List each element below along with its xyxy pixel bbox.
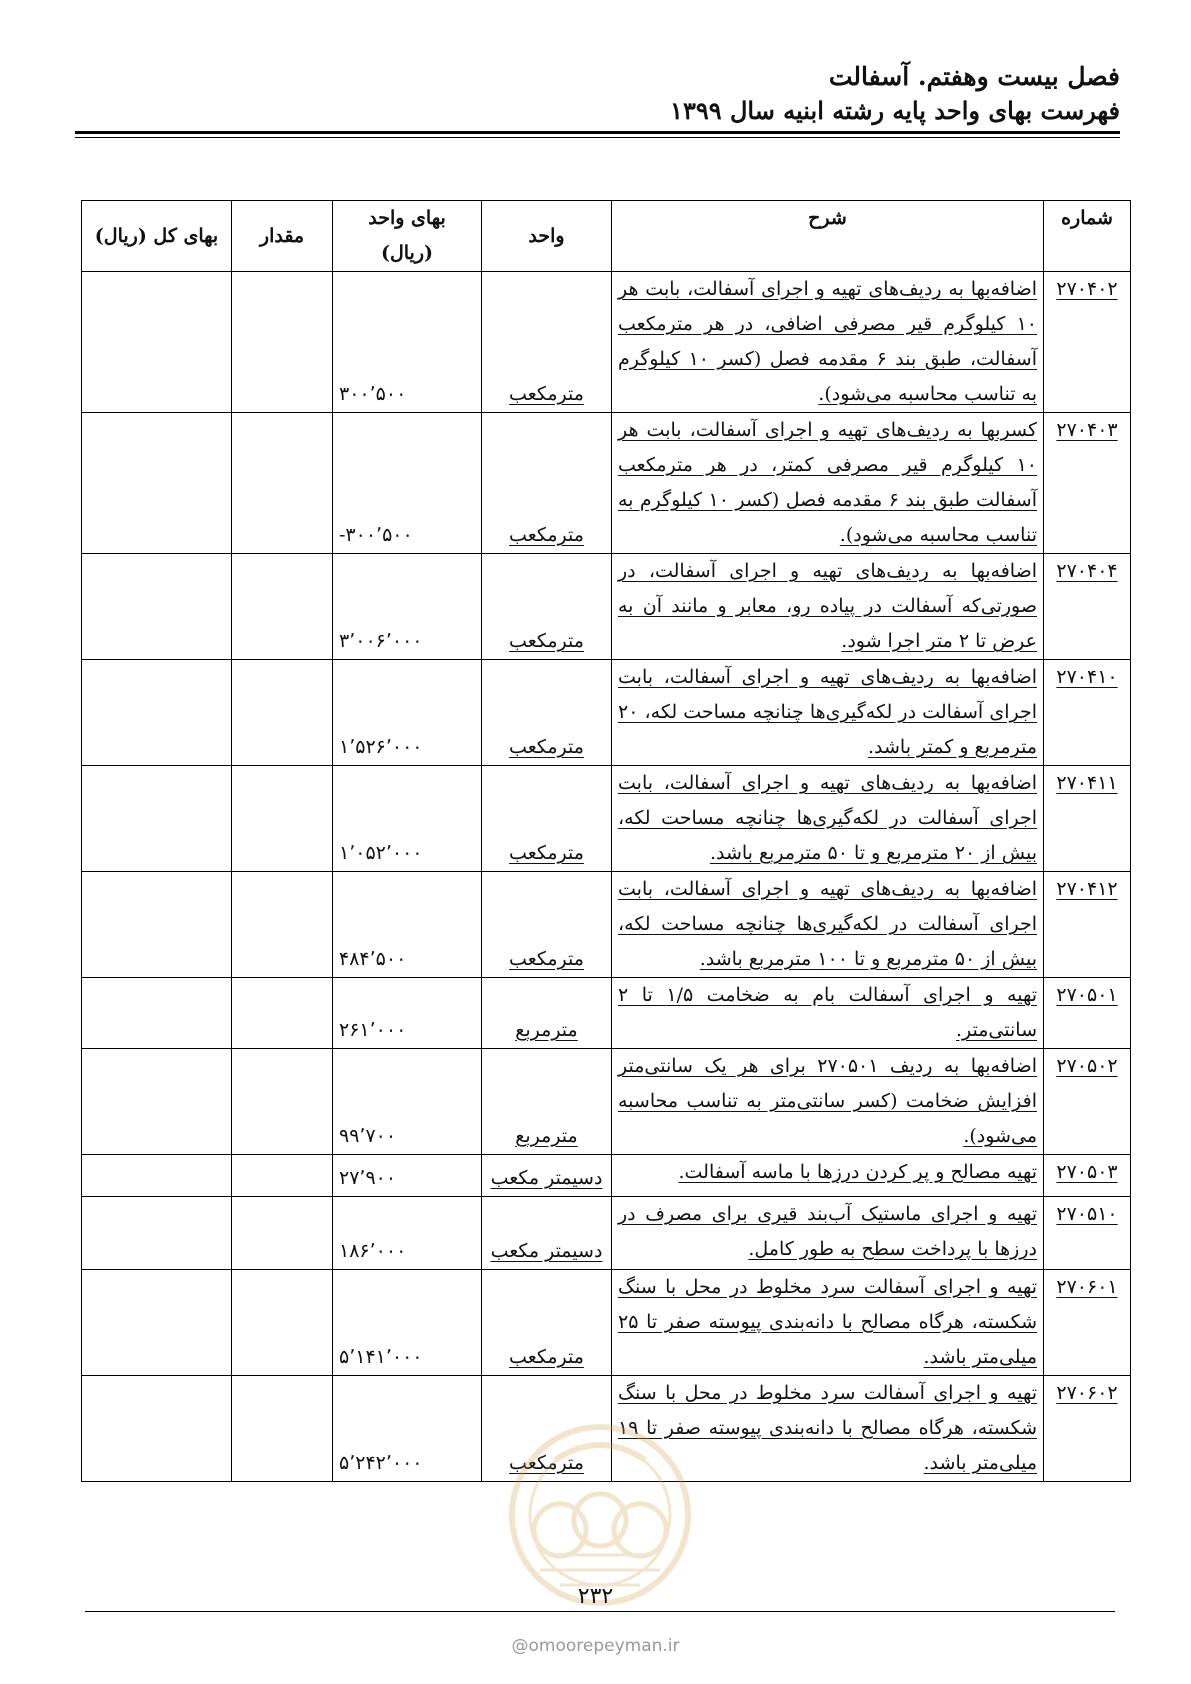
item-description — [612, 1270, 1044, 1376]
item-total-price — [82, 413, 232, 554]
item-unit-text: مترمکعب — [509, 630, 584, 652]
item-unit-price-text: ۹۹٬۷۰۰ — [339, 1125, 397, 1147]
item-unit-price — [333, 413, 482, 554]
item-unit-price — [333, 1270, 482, 1376]
table-row — [82, 1197, 1131, 1270]
item-description-text: کسربها به ردیف‌های تهیه و اجرای آسفالت، بابت هر ۱۰ کیلوگرم قیر مصرفی کمتر، در هر مترمکعب آسفالت طبق بند ۶ مقدمه فصل (کسر ۱۰ کیلوگرم به تناسب محاسبه می‌شود). — [618, 419, 1038, 546]
item-unit-price-text: ۵٬۱۴۱٬۰۰۰ — [339, 1346, 423, 1368]
item-unit-text: مترمکعب — [509, 524, 584, 546]
col-header-code: شماره — [1044, 201, 1131, 272]
item-description-text: تهیه مصالح و پر کردن درزها با ماسه آسفالت. — [678, 1161, 1037, 1183]
item-unit — [482, 1049, 612, 1155]
item-total-price — [82, 766, 232, 872]
item-code-text: ۲۷۰۴۱۰ — [1056, 666, 1118, 688]
footer-rule — [85, 1611, 1115, 1612]
item-unit-text: دسیمتر مکعب — [490, 1167, 603, 1189]
item-code-text: ۲۷۰۶۰۲ — [1056, 1382, 1118, 1404]
item-description — [612, 1197, 1044, 1270]
item-unit-price-text: ۱٬۰۵۲٬۰۰۰ — [339, 842, 423, 864]
page-number: ۲۳۲ — [577, 1584, 614, 1609]
item-description-text: اضافه‌بها به ردیف‌های تهیه و اجرای آسفالت، بابت اجرای آسفالت در لکه‌گیری‌ها چنانچه مساحت لکه، ۲۰ مترمربع و کمتر باشد. — [618, 666, 1037, 758]
item-quantity — [232, 660, 333, 766]
item-total-price — [82, 660, 232, 766]
item-unit-price-text: ۴۸۴٬۵۰۰ — [339, 948, 407, 970]
item-unit-price — [333, 766, 482, 872]
item-quantity — [232, 1049, 333, 1155]
item-total-price — [82, 1197, 232, 1270]
item-quantity — [232, 872, 333, 978]
item-unit-text: دسیمتر مکعب — [490, 1240, 603, 1262]
col-header-price: بهای واحد (ریال) — [333, 201, 482, 272]
table-row — [82, 978, 1131, 1049]
item-code — [1044, 1049, 1131, 1155]
item-code — [1044, 1197, 1131, 1270]
item-unit — [482, 1270, 612, 1376]
item-description — [612, 766, 1044, 872]
item-description-text: تهیه و اجرای آسفالت سرد مخلوط در محل با سنگ شکسته، هرگاه مصالح با دانه‌بندی پیوسته صفر تا ۲۵ میلی‌متر باشد. — [618, 1276, 1037, 1368]
col-header-total: بهای کل (ریال) — [82, 201, 232, 272]
item-description-text: اضافه‌بها به ردیف‌های تهیه و اجرای آسفالت، بابت هر ۱۰ کیلوگرم قیر مصرفی اضافی، در هر مترمکعب آسفالت، طبق بند ۶ مقدمه فصل (کسر ۱۰ کیلوگرم به تناسب محاسبه می‌شود). — [618, 278, 1037, 405]
item-unit — [482, 554, 612, 660]
col-header-qty: مقدار — [232, 201, 333, 272]
item-description — [612, 413, 1044, 554]
item-code — [1044, 1155, 1131, 1197]
item-code — [1044, 1376, 1131, 1482]
item-total-price — [82, 872, 232, 978]
table-row — [82, 872, 1131, 978]
col-header-desc: شرح — [612, 201, 1044, 272]
item-description-text: اضافه‌بها به ردیف‌های تهیه و اجرای آسفالت، بابت اجرای آسفالت در لکه‌گیری‌ها چنانچه مساحت لکه، بیش از ۵۰ مترمربع و تا ۱۰۰ مترمربع باشد. — [618, 878, 1037, 970]
item-unit-text: مترمکعب — [509, 1346, 584, 1368]
site-watermark-text: @omoorepeyman.ir — [511, 1636, 680, 1656]
item-description — [612, 978, 1044, 1049]
item-quantity — [232, 1155, 333, 1197]
item-unit — [482, 978, 612, 1049]
item-quantity — [232, 766, 333, 872]
item-description-text: تهیه و اجرای آسفالت بام به ضخامت ۱/۵ تا ۲ سانتی‌متر. — [618, 984, 1037, 1041]
item-unit-text: مترمکعب — [509, 383, 584, 405]
item-unit-price — [333, 1155, 482, 1197]
item-code-text: ۲۷۰۵۰۲ — [1056, 1055, 1118, 1077]
item-quantity — [232, 1270, 333, 1376]
table-header-row — [82, 201, 1131, 272]
item-description — [612, 1049, 1044, 1155]
item-code — [1044, 660, 1131, 766]
item-unit-price — [333, 554, 482, 660]
item-description-text: اضافه‌بها به ردیف ۲۷۰۵۰۱ برای هر یک سانتی‌متر افزایش ضخامت (کسر سانتی‌متر به تناسب محاسبه می‌شود). — [618, 1055, 1037, 1147]
item-unit-price-text: ۳۰۰٬۵۰۰ — [339, 383, 407, 405]
item-quantity — [232, 554, 333, 660]
header-rule-thick — [75, 131, 1120, 134]
item-code-text: ۲۷۰۵۰۳ — [1056, 1161, 1118, 1183]
item-unit-price — [333, 272, 482, 413]
item-code-text: ۲۷۰۶۰۱ — [1056, 1276, 1118, 1298]
table-row — [82, 660, 1131, 766]
item-unit-price-text: ۱۸۶٬۰۰۰ — [339, 1240, 407, 1262]
item-unit-text: مترمکعب — [509, 948, 584, 970]
item-unit-price-text: ۳٬۰۰۶٬۰۰۰ — [339, 630, 423, 652]
item-description — [612, 554, 1044, 660]
item-code — [1044, 978, 1131, 1049]
item-unit-price — [333, 1197, 482, 1270]
item-code — [1044, 1270, 1131, 1376]
item-total-price — [82, 554, 232, 660]
item-description-text: تهیه و اجرای ماستیک آب‌بند قیری برای مصرف در درزها با پرداخت سطح به طور کامل. — [618, 1203, 1037, 1260]
item-total-price — [82, 1376, 232, 1482]
table-row — [82, 1049, 1131, 1155]
item-unit-text: مترمربع — [515, 1019, 578, 1041]
item-code-text: ۲۷۰۴۱۱ — [1056, 772, 1118, 794]
item-code — [1044, 413, 1131, 554]
item-quantity — [232, 272, 333, 413]
item-unit — [482, 872, 612, 978]
item-unit-price — [333, 660, 482, 766]
item-unit — [482, 766, 612, 872]
item-total-price — [82, 978, 232, 1049]
item-code — [1044, 766, 1131, 872]
chapter-title: فصل بیست وهفتم. آسفالت — [828, 62, 1120, 91]
item-description — [612, 272, 1044, 413]
item-total-price — [82, 272, 232, 413]
col-header-unit: واحد — [482, 201, 612, 272]
item-code — [1044, 272, 1131, 413]
item-unit — [482, 413, 612, 554]
item-unit — [482, 272, 612, 413]
item-description — [612, 872, 1044, 978]
item-unit-price — [333, 872, 482, 978]
item-quantity — [232, 978, 333, 1049]
table-row — [82, 413, 1131, 554]
item-code-text: ۲۷۰۴۰۲ — [1056, 278, 1118, 300]
table-row — [82, 554, 1131, 660]
item-total-price — [82, 1155, 232, 1197]
page-header — [75, 60, 1120, 128]
item-description-text: اضافه‌بها به ردیف‌های تهیه و اجرای آسفالت، در صورتی‌که آسفالت در پیاده رو، معابر و مانند آن به عرض تا ۲ متر اجرا شود. — [618, 560, 1037, 652]
item-unit-text: مترمکعب — [509, 1452, 584, 1474]
item-code — [1044, 554, 1131, 660]
item-quantity — [232, 1376, 333, 1482]
item-unit — [482, 1155, 612, 1197]
item-code-text: ۲۷۰۴۰۴ — [1056, 560, 1118, 582]
table-row — [82, 1270, 1131, 1376]
item-quantity — [232, 413, 333, 554]
item-quantity — [232, 1197, 333, 1270]
item-code-text: ۲۷۰۵۰۱ — [1056, 984, 1118, 1006]
item-total-price — [82, 1049, 232, 1155]
table-row — [82, 272, 1131, 413]
item-unit-text: مترمربع — [515, 1125, 578, 1147]
item-unit-price — [333, 978, 482, 1049]
header-rule-thin — [75, 137, 1120, 138]
item-unit-text: مترمکعب — [509, 736, 584, 758]
price-list-table — [81, 200, 1131, 1482]
item-description — [612, 660, 1044, 766]
publisher-seal-watermark — [500, 1420, 700, 1610]
item-code — [1044, 872, 1131, 978]
table-row — [82, 1155, 1131, 1197]
item-description-text: تهیه و اجرای آسفالت سرد مخلوط در محل با سنگ شکسته، هرگاه مصالح با دانه‌بندی پیوسته صفر تا ۱۹ میلی‌متر باشد. — [618, 1382, 1037, 1474]
item-unit-price-text: ۵٬۲۴۲٬۰۰۰ — [339, 1452, 423, 1474]
table-row — [82, 766, 1131, 872]
item-unit-text: مترمکعب — [509, 842, 584, 864]
item-unit-price-text: ۲۷٬۹۰۰ — [339, 1167, 397, 1189]
item-description-text: اضافه‌بها به ردیف‌های تهیه و اجرای آسفالت، بابت اجرای آسفالت در لکه‌گیری‌ها چنانچه مساحت لکه، بیش از ۲۰ مترمربع و تا ۵۰ مترمربع باشد. — [618, 772, 1037, 864]
item-unit-price — [333, 1049, 482, 1155]
item-description — [612, 1155, 1044, 1197]
item-code-text: ۲۷۰۴۱۲ — [1056, 878, 1118, 900]
item-code-text: ۲۷۰۴۰۳ — [1056, 419, 1118, 441]
item-code-text: ۲۷۰۵۱۰ — [1056, 1203, 1118, 1225]
item-unit — [482, 660, 612, 766]
item-unit-price — [333, 1376, 482, 1482]
item-unit-price-text: -۳۰۰٬۵۰۰ — [339, 524, 413, 546]
item-total-price — [82, 1270, 232, 1376]
item-unit-price-text: ۱٬۵۲۶٬۰۰۰ — [339, 736, 423, 758]
document-subtitle: فهرست بهای واحد پایه رشته ابنیه سال ۱۳۹۹ — [670, 96, 1120, 125]
item-unit — [482, 1197, 612, 1270]
item-unit-price-text: ۲۶۱٬۰۰۰ — [339, 1019, 407, 1041]
